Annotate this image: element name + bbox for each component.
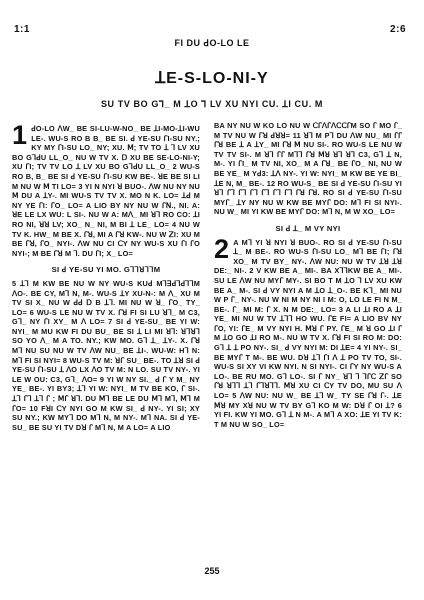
- chapter-2-text: A Mꓶ YI ꓤ NYI ꓤ BUO-. RO SI ꓒ YE-SU ꓩI-SU ꓕ_ M BE-. RO WU-S ꓩI-SU LO_ Mꓶ BE ꓩI; ꓩꓤ XO_ M TV BY_ NY-. ꓥW NU: NU W TV ꓕꓤ ꓕꓤ DE:_ NI-. 2 V KW BE A_ MI-. BA XꓶꓶKW BE A_ MI-. SU LE ꓥW NU MYꓩ MY-. SI BO T M ꓕO ꓶ LV XU KW BE A_ M-. SI ꓒ VY NYI A M ꓕO ꓕ_O-. BE Kꓶ_ MI NU W P ꓩ_ NY-. NU W NI M NY NI I M: O, LO LE FI N M_ BE-. ꓩ_ MI M: ꓩ X. N M DE:_ LO= 3 A LI ꓕI RO A ꓕI YE_ MI NU W TV ꓕꓶꓶ HO WU. ꓩE FI= A LIO BV NY ꓩO, YI: ꓩE_ M VY NYI H. ꓟꓤ ꓩ PY. ꓩE_ M ꓤ GO ꓕI ꓩ M ꓕO GO ꓕI RO M-. NU W TV X. ꓩꓤ FI SI RO M: DO: Gꓶ ꓕ ꓕ PO NY-. SI_ ꓒ VY NYI M: DI ꓕE= 4 YI NY-. SI_ BE MYꓩ T M-. BE WU. Dꓤ ꓕꓶ ꓩI ꓥ ꓕ PO TV TO, SI-. WU-S SI XY VI KW NYI. N SI NYI-. CI ꓩY NY WU-S A LO-. BE RU MO. Gꓶ LO-. SI ꓩ NY_ ꓤꓶ ꓶ ꓶꓩꓚ ꓜꓩ SO ꓩꓤ ꓤꓶꓶ ꓕꓶ ꓩꓶꓤꓶꓶ. ꓟꓤ XU CI ꓚY TV DO, MU SU ꓥ LO= 5 ꓥW NU: NU W_ BE ꓕꓶ W_ TY SE ꓩꓤ ꓩ-. ꓕE ꓟꓤ MY Xꓤ NU W TV BY Gꓶ KO M W: Dꓤ ꓩ OI ꓕ? 6 YI FI. KW YI MO. Gꓶ ꓕ N M-. A Mꓶ A XO: ꓕE YI TV K: T M NU W SO_ LO=: [214, 237, 402, 429]
- right-column: [214, 121, 402, 429]
- chapter-1-text: ꓒO-LO ꓥW_ BE SI-LU-W-NO_ BE ꓕI-MO-ꓕI-WU LE-. WU-S RO B B_ BE SI. ꓒ YE-SU ꓩI-SU NY.; KY MY ꓩI-SU LO_ NY; XU. ꓟ; TV TO ꓕ ꓶ LV XU BO GꓶꓒU LL_O_ NU W TV X. ꓓ XU BE SE-LO-NI-Y; XU ꓩI; TV TV LO ꓕ LV XU BO GꓶꓒU LL_O_ 2 WU-S RO B, B_ BE SI ꓒ YE-SU ꓩI-SU KW BE-. ꓤE BE SI LI M NU W ꓟ TI LO= 3 YI N NYI ꓤ BUO-. ꓥW NU NY NU ꓟ DU A ꓕY-. MI WU-S TV TV X. MO N K. LO= ꓕꓒ M NY YE ꓩI: ꓩO_ LO= A LIO BY NY NU W ꓩꓠ., NI. A: ꓤE LE LX WU: L SI-. NU W A: Mꓥ_ MI ꓤꓶ RO CO: ꓕI RO NI, ꓤꓤ LV; XO_ N_ NI, M BI ꓕ LE_ LO= 4 NU W TV K. HW_ M BE X. ꓩꓤ, MI A ꓩꓤ KW-. NU W ꓜI: XU M BE ꓩꓤ, ꓩO_ NYI-. ꓥW NU CI ꓚY NY WU-S XU ꓩI ꓩO NYI-; M BE ꓩꓤ M ꓶ. DU ꓩI; X_ LO=: [12, 124, 200, 258]
- book-subtitle: SU TV BO Gꓶ_ M ꓕO ꓶ LV XU NYI CU. ꓕI CU. M: [100, 99, 324, 109]
- chapter-2-paragraph: [214, 233, 402, 430]
- page-number: 255: [204, 566, 220, 576]
- chapter-1-continued: BA NY NU W KO LO NU W ꓚꓩꓥꓩꓥꓚꓚꓩM SO ꓩ MO ꓩ_ M TV NU W ꓩꓤ ꓒꓤꓤ= 11 ꓤꓶ M Pꓶ DU ꓥW NU_ MI ꓩꓩ ꓩꓤ BE ꓕ A ꓕY_ MI ꓩꓤ ꓟ NU SI-. RO WU-S LE NU W TV TV SI-. M ꓤꓶ ꓩꓩ Mꓶꓶ ꓩꓤ ꓟꓤ ꓤꓶ ꓤꓶ C3, Gꓶ ꓕ N, M-. YI ꓩI_ M TV NI, XO_ M A ꓩꓤ_ BE ꓩO_ NI, NU W BE YE_ M Yꓒ3: ꓕꓥ NY-. YI W: NYI_ M KW BE YE BI_ ꓕE N, M_ BE-. 12 RO WU-S_ BE SI ꓒ YE-SU ꓩI-SU YI ꓤꓶ ꓩꓶ ꓩꓶ ꓩꓶ ꓩꓶ ꓩꓶ ꓩꓶ ꓩꓤ ꓩꓤ. RO SI ꓒ YE-SU ꓩI-SU MYꓩ_ ꓕY NY NU W KW BE MYꓩ DO: Mꓶ FI SI NYI-. NU W_ MI YI KW BE MYꓩ DO: Mꓶ N, M W XO_ LO=: [214, 121, 402, 217]
- book-title: ꓕE-S-LO-NI-Y: [155, 70, 269, 87]
- chapter-number-2: 2: [214, 233, 230, 264]
- chapter-1-paragraph-2: 5 ꓕꓶ M KW BE NU W NY WU-S KUꓒ MꓶꓱꓒꓶꓒꓶꓶM ꓥO-. BE CY, Mꓶ N, M-. WU-S ꓕY XU-N-: M ꓥ_ XU M TV SI X_ NU W ꓒꓒ ꓓ B ꓕꓶ. MI NU W ꓤ_ ꓩO_ TY_ LO= 6 WU-S LE NU W TV X. ꓩꓤ FI SI LU ꓤꓶ_ M C3, Gꓶ_ NY ꓩI XY_ M ꓥ LO= 7 SI ꓒ YE-SU_ BE YI W: NYI_ M MU KW FI DU BU_ BE SI ꓕ LI MI ꓤꓶ: ꓤꓶꓤꓶ SO YO ꓥ_ M A TO. NY.; KW MO. Gꓶ ꓕ_ ꓕY-. X. ꓩꓤ Mꓶ NU SU NU W TV ꓥW NU_ BE ꓕI-. WU-W: Hꓶ N: Mꓶ FI SI NYI= 8 WU-S TV M: ꓤꓩ SU_ BE-. TO ꓕꓤ SI ꓒ YE-SU ꓩI-SU ꓕ ꓥO LX ꓥO TV M: N LO. SU TV NY-. YI LE W OU: C3, Gꓶ_ ꓥO= 9 YI W NY SI._ ꓒ ꓩ Y M_ NY YE_ BE-. YI BY3; ꓕꓶ YI W: NYI_ M TV BE KO, ꓩ SI-. ꓕꓶ ꓩꓶ ꓕꓶ ꓩ ; ꓟꓩ ꓤꓶ. DU ꓟꓶ BE LE DU ꓟꓶ Mꓶ, ꓟꓶ M ꓩO= 10 FꓤI ꓚY NYI GO M KW SI_ ꓒ NY-. YI SI; XY SU NY.; KW MYꓶ DO Mꓶ N, M NY-. Mꓶ NA. SI ꓒ YE-SU_ BE SU YI TV Dꓤ ꓩ Mꓶ N, M A LO= A LIO: [12, 278, 200, 432]
- chapter-number-1: 1: [12, 120, 28, 150]
- chapter-range-start: 1:1: [14, 24, 30, 35]
- chapter-1-paragraph: [12, 120, 200, 258]
- running-title: FI DU ꓒO-LO LE: [174, 38, 250, 48]
- chapter-range-end: 2:6: [390, 24, 406, 35]
- section-heading-2: SI ꓒ ꓕ_ M VY NYI: [275, 223, 341, 233]
- section-heading-1: SI ꓒ YE-SU YI MO. GꓶꓶꓤꓶꓶM: [51, 265, 161, 275]
- left-column: [12, 120, 200, 432]
